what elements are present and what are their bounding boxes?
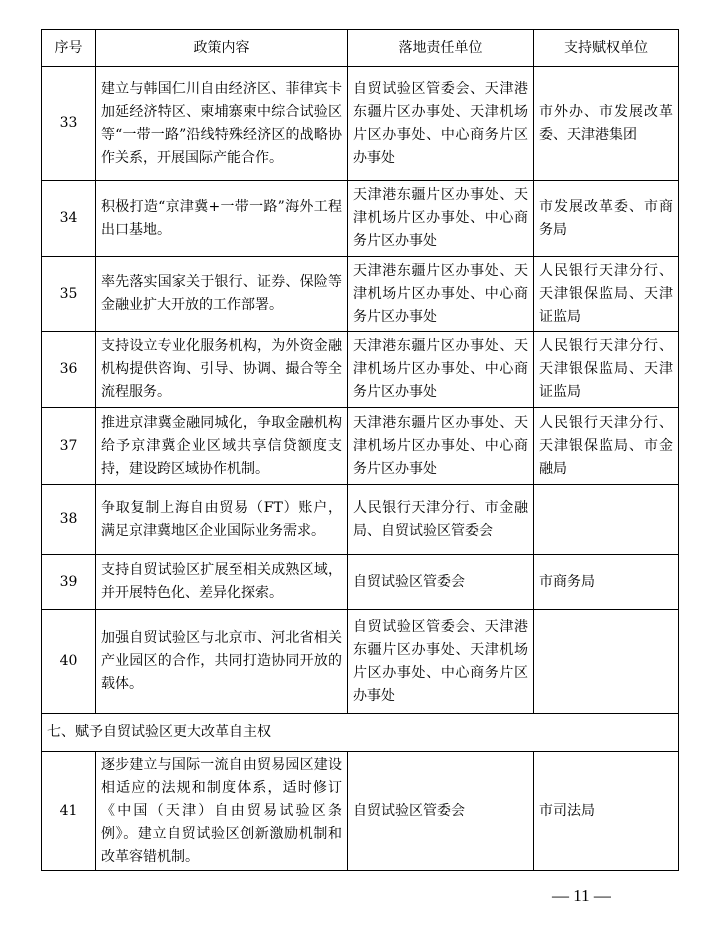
table-row: [42, 181, 679, 257]
responsible-unit: 天津港东疆片区办事处、天津机场片区办事处、中心商务片区办事处: [348, 181, 534, 257]
responsible-unit: 天津港东疆片区办事处、天津机场片区办事处、中心商务片区办事处: [348, 332, 534, 408]
support-unit: 市商务局: [534, 555, 679, 610]
row-number: 39: [42, 555, 96, 610]
policy-content: 加强自贸试验区与北京市、河北省相关产业园区的合作，共同打造协同开放的载体。: [96, 610, 348, 714]
responsible-unit: 人民银行天津分行、市金融局、自贸试验区管委会: [348, 485, 534, 555]
policy-content: 争取复制上海自由贸易（FT）账户，满足京津冀地区企业国际业务需求。: [96, 485, 348, 555]
table-row: [42, 485, 679, 555]
section-heading: 七、赋予自贸试验区更大改革自主权: [42, 714, 679, 752]
support-unit: 市司法局: [534, 752, 679, 871]
section-row: [42, 714, 679, 752]
row-number: 35: [42, 257, 96, 332]
support-unit: 人民银行天津分行、天津银保监局、市金融局: [534, 408, 679, 485]
table-row: [42, 752, 679, 871]
support-unit: 市外办、市发展改革委、天津港集团: [534, 67, 679, 181]
row-number: 37: [42, 408, 96, 485]
page-number: — 11 —: [552, 886, 611, 905]
header-support-unit: 支持赋权单位: [534, 30, 679, 67]
table-row: [42, 610, 679, 714]
table-row: [42, 67, 679, 181]
responsible-unit: 自贸试验区管委会: [348, 752, 534, 871]
row-number: 40: [42, 610, 96, 714]
row-number: 41: [42, 752, 96, 871]
header-responsible-unit: 落地责任单位: [348, 30, 534, 67]
responsible-unit: 自贸试验区管委会: [348, 555, 534, 610]
row-number: 33: [42, 67, 96, 181]
support-unit: [534, 485, 679, 555]
policy-table: [41, 29, 679, 871]
policy-content: 积极打造“京津冀+一带一路”海外工程出口基地。: [96, 181, 348, 257]
support-unit: 市发展改革委、市商务局: [534, 181, 679, 257]
row-number: 36: [42, 332, 96, 408]
policy-content: 率先落实国家关于银行、证券、保险等金融业扩大开放的工作部署。: [96, 257, 348, 332]
policy-content: 建立与韩国仁川自由经济区、菲律宾卡加延经济特区、柬埔寨柬中综合试验区等“一带一路”沿线特殊经济区的战略协作关系，开展国际产能合作。: [96, 67, 348, 181]
support-unit: 人民银行天津分行、天津银保监局、天津证监局: [534, 257, 679, 332]
responsible-unit: 天津港东疆片区办事处、天津机场片区办事处、中心商务片区办事处: [348, 257, 534, 332]
table-header-row: [42, 30, 679, 67]
row-number: 38: [42, 485, 96, 555]
table-row: [42, 332, 679, 408]
row-number: 34: [42, 181, 96, 257]
policy-content: 支持自贸试验区扩展至相关成熟区域，并开展特色化、差异化探索。: [96, 555, 348, 610]
table-row: [42, 555, 679, 610]
header-number: 序号: [42, 30, 96, 67]
table-row: [42, 408, 679, 485]
responsible-unit: 自贸试验区管委会、天津港东疆片区办事处、天津机场片区办事处、中心商务片区办事处: [348, 610, 534, 714]
table-row: [42, 257, 679, 332]
policy-content: 逐步建立与国际一流自由贸易园区建设相适应的法规和制度体系，适时修订《中国（天津）自由贸易试验区条例》。建立自贸试验区创新激励机制和改革容错机制。: [96, 752, 348, 871]
policy-content: 推进京津冀金融同城化，争取金融机构给予京津冀企业区域共享信贷额度支持，建设跨区域协作机制。: [96, 408, 348, 485]
header-policy-content: 政策内容: [96, 30, 348, 67]
responsible-unit: 天津港东疆片区办事处、天津机场片区办事处、中心商务片区办事处: [348, 408, 534, 485]
support-unit: [534, 610, 679, 714]
responsible-unit: 自贸试验区管委会、天津港东疆片区办事处、天津机场片区办事处、中心商务片区办事处: [348, 67, 534, 181]
support-unit: 人民银行天津分行、天津银保监局、天津证监局: [534, 332, 679, 408]
policy-content: 支持设立专业化服务机构，为外资金融机构提供咨询、引导、协调、撮合等全流程服务。: [96, 332, 348, 408]
